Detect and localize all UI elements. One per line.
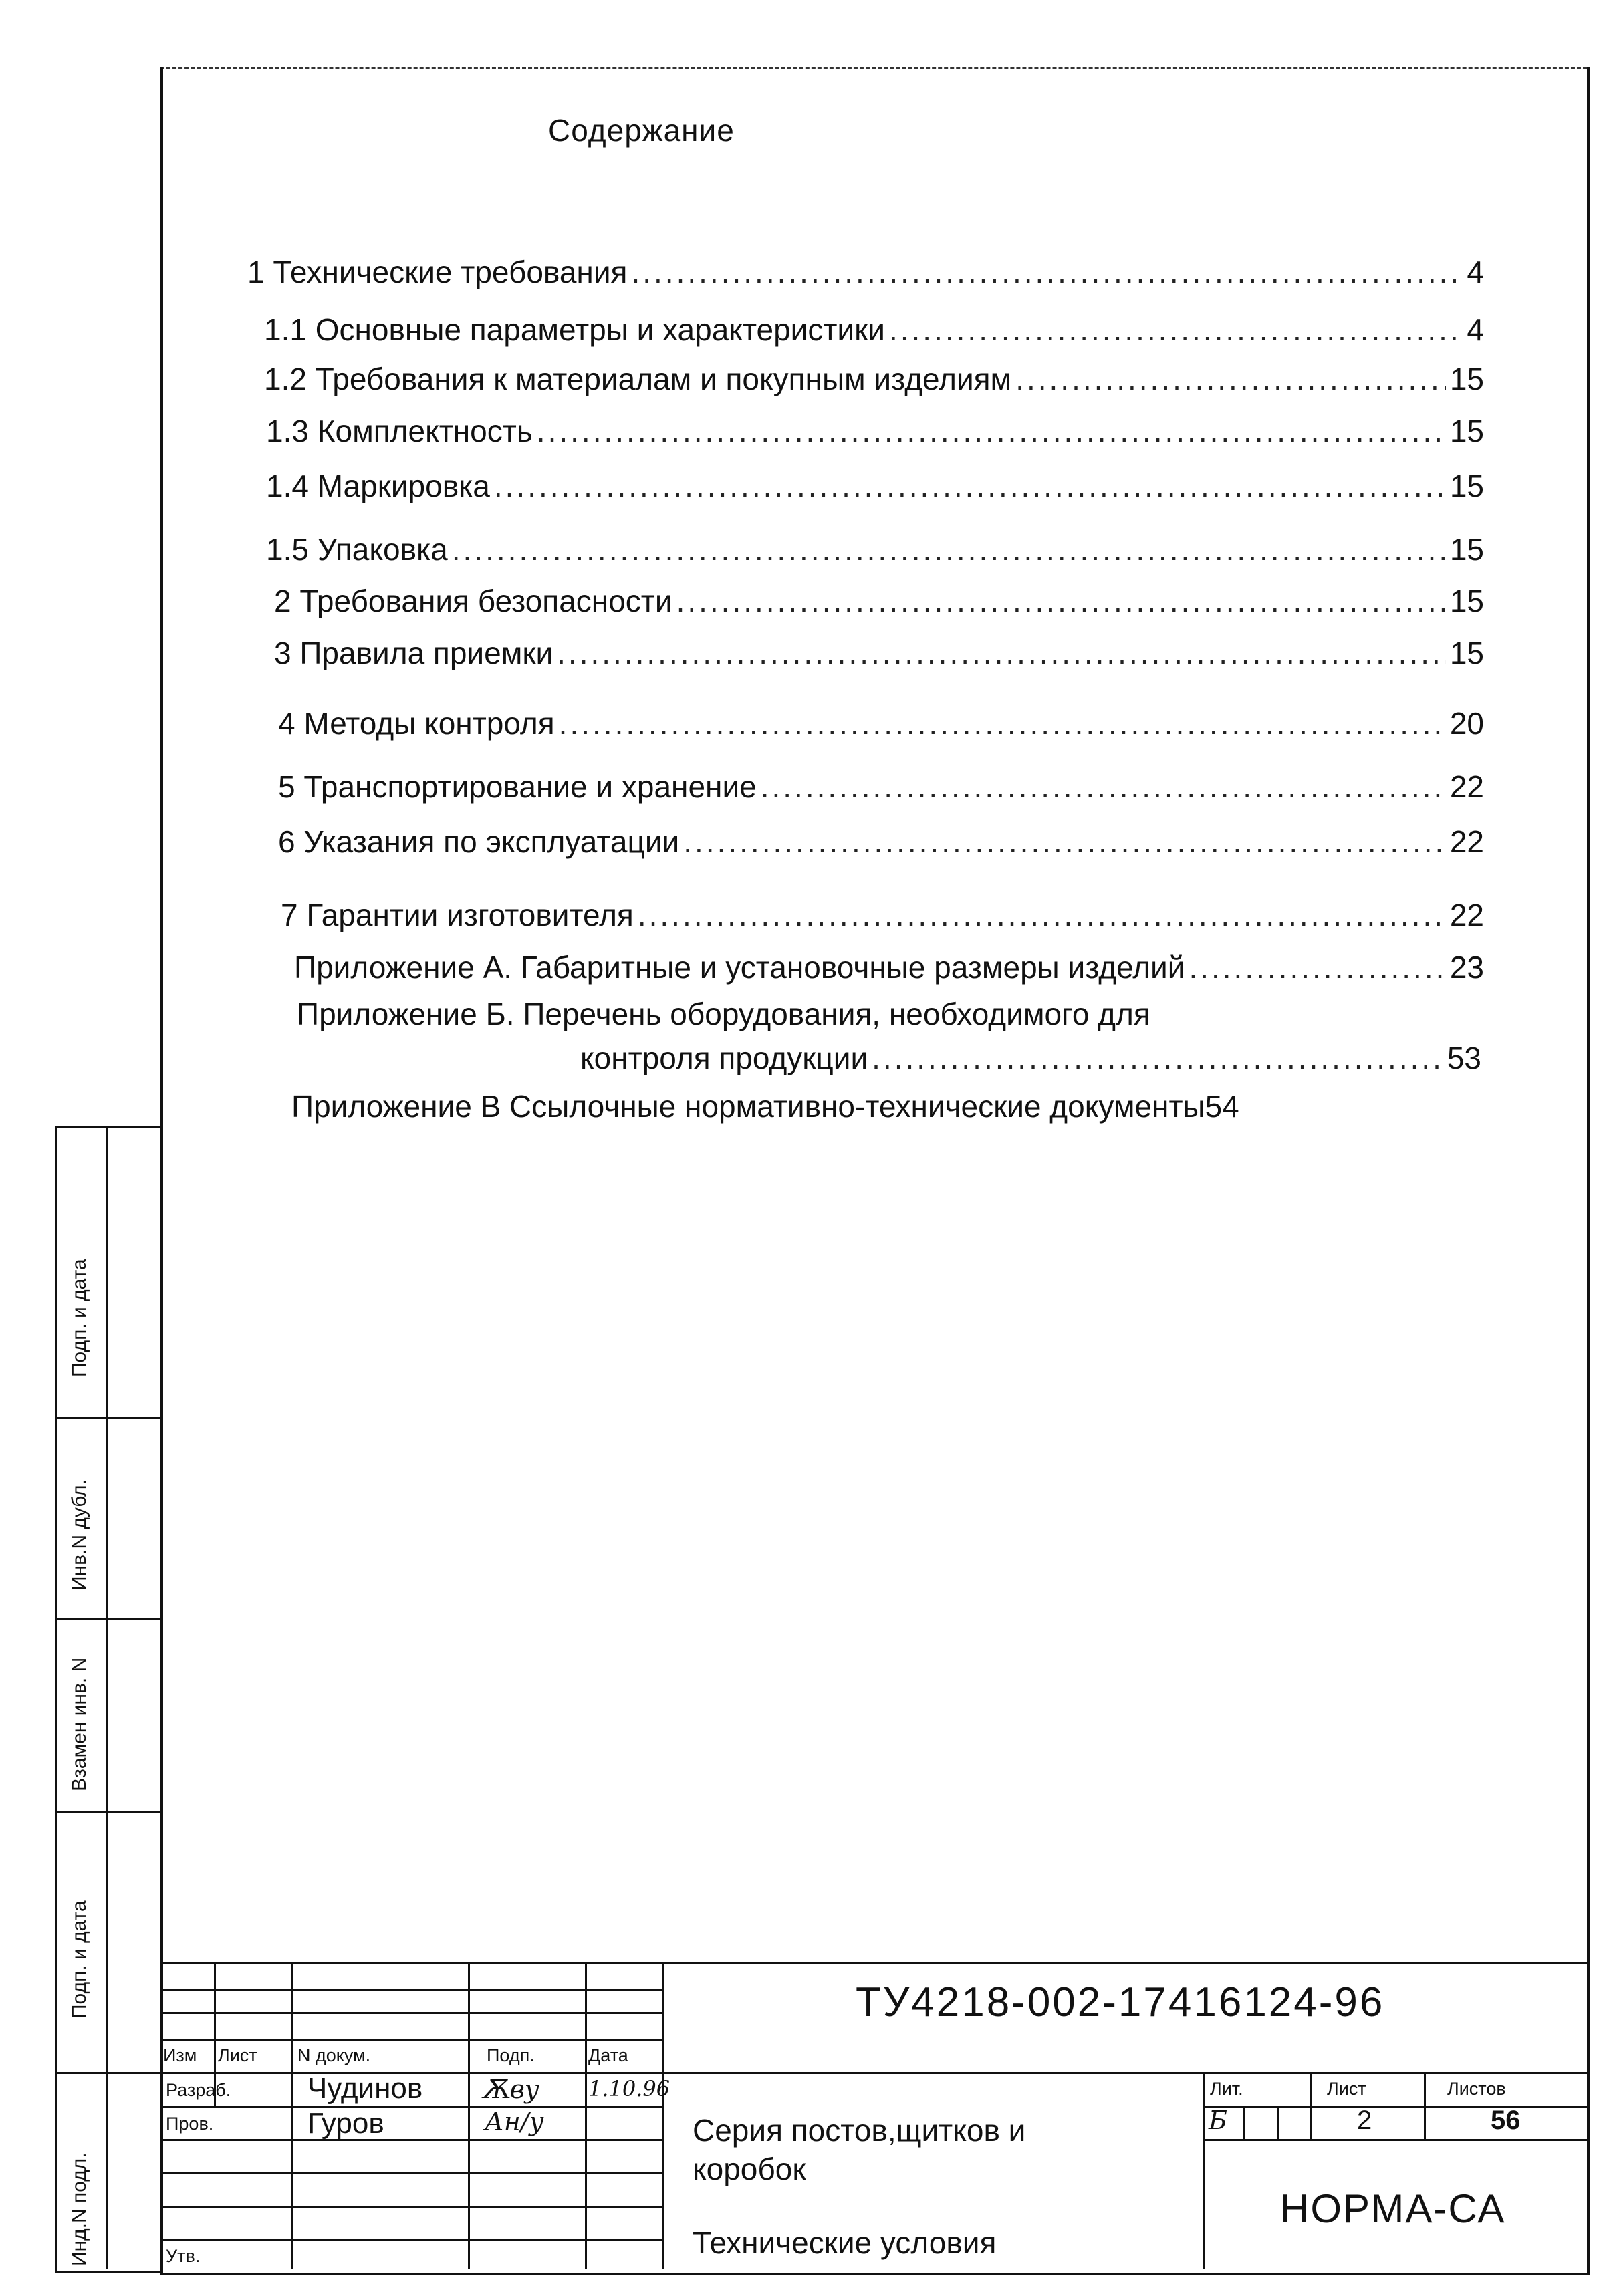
col-ndokum: N докум. bbox=[297, 2045, 371, 2065]
sheet-label: Лист bbox=[1327, 2079, 1366, 2099]
toc-entry bbox=[278, 823, 1484, 860]
toc-label: 3 Правила приемки bbox=[274, 636, 553, 670]
product-name-line1: Серия постов,щитков и bbox=[693, 2113, 1026, 2148]
toc-leader bbox=[761, 769, 1446, 805]
toc-entry bbox=[278, 705, 1484, 741]
sheets-value: 56 bbox=[1491, 2106, 1521, 2135]
toc-label: 1.2 Требования к материалам и покупным изделиям bbox=[264, 362, 1012, 396]
toc-entry bbox=[266, 468, 1484, 504]
toc-page: 15 bbox=[1449, 469, 1484, 503]
toc-entry bbox=[264, 311, 1484, 348]
razrab-date: 1.10.96 bbox=[588, 2076, 670, 2101]
toc-appendix-b-line1: Приложение Б. Перечень оборудования, необходимого для bbox=[297, 997, 1150, 1031]
lit-value: Б bbox=[1209, 2106, 1227, 2135]
toc-page: 53 bbox=[1447, 1041, 1481, 1075]
toc-leader bbox=[1189, 949, 1445, 985]
col-izm: Изм bbox=[163, 2045, 197, 2065]
toc-entry bbox=[266, 413, 1484, 449]
prov-name: Гуров bbox=[307, 2107, 384, 2140]
document-code: ТУ4218-002-17416124-96 bbox=[856, 1979, 1385, 2025]
page-title: Содержание bbox=[548, 113, 735, 148]
side-label-podp-data-1: Подп. и дата bbox=[68, 1259, 90, 1377]
organization-name: НОРМА-СА bbox=[1280, 2186, 1506, 2231]
sheet-value: 2 bbox=[1357, 2106, 1372, 2135]
toc-page: 15 bbox=[1449, 532, 1484, 567]
toc-page: 4 bbox=[1467, 312, 1484, 347]
toc-label: 1 Технические требования bbox=[247, 255, 628, 289]
toc-label: 5 Транспортирование и хранение bbox=[278, 769, 757, 804]
side-label-inv-podl: Инд.N подл. bbox=[68, 2152, 90, 2266]
page-frame bbox=[160, 67, 1590, 2275]
toc-label: 1.5 Упаковка bbox=[266, 532, 448, 567]
toc-page: 54 bbox=[1205, 1089, 1239, 1124]
toc-label: 4 Методы контроля bbox=[278, 706, 555, 741]
toc-page: 23 bbox=[1449, 950, 1484, 985]
side-label-podp-data-2: Подп. и дата bbox=[68, 1900, 90, 2019]
toc-label: 6 Указания по эксплуатации bbox=[278, 824, 680, 859]
toc-entry bbox=[278, 769, 1484, 805]
lit-label: Лит. bbox=[1210, 2079, 1243, 2099]
toc-page: 22 bbox=[1449, 769, 1484, 804]
toc-leader bbox=[494, 468, 1446, 504]
col-data: Дата bbox=[588, 2045, 628, 2065]
toc-leader bbox=[1015, 361, 1446, 397]
toc-page: 20 bbox=[1449, 706, 1484, 741]
toc-leader bbox=[537, 413, 1446, 449]
prov-label: Пров. bbox=[166, 2114, 214, 2134]
toc-leader bbox=[559, 705, 1446, 741]
toc-page: 15 bbox=[1449, 584, 1484, 618]
toc-leader bbox=[683, 823, 1446, 860]
sheets-label: Листов bbox=[1447, 2079, 1506, 2099]
toc-leader bbox=[631, 254, 1463, 290]
toc-label: Приложение А. Габаритные и установочные размеры изделий bbox=[294, 950, 1185, 985]
col-list: Лист bbox=[218, 2045, 257, 2065]
toc-entry bbox=[281, 897, 1484, 933]
toc-label: контроля продукции bbox=[580, 1041, 868, 1075]
toc-leader bbox=[889, 311, 1463, 348]
toc-appendix-c bbox=[291, 1088, 1481, 1124]
toc-leader bbox=[557, 635, 1446, 671]
toc-page: 22 bbox=[1449, 898, 1484, 932]
razrab-name: Чудинов bbox=[307, 2072, 423, 2105]
toc-entry bbox=[247, 254, 1484, 290]
toc-page: 22 bbox=[1449, 824, 1484, 859]
toc-page: 15 bbox=[1449, 414, 1484, 449]
toc-entry bbox=[266, 531, 1484, 567]
toc-label: 1.4 Маркировка bbox=[266, 469, 490, 503]
toc-label: 1.3 Комплектность bbox=[266, 414, 533, 449]
razrab-label: Разраб. bbox=[166, 2080, 231, 2100]
toc-leader bbox=[638, 897, 1446, 933]
toc-label: 2 Требования безопасности bbox=[274, 584, 672, 618]
side-label-inv-dubl: Инв.N дубл. bbox=[68, 1479, 90, 1591]
toc-label: 7 Гарантии изготовителя bbox=[281, 898, 634, 932]
razrab-signature: Ѫву bbox=[481, 2075, 539, 2104]
product-name-line2: коробок bbox=[693, 2152, 806, 2186]
prov-signature: Ан/у bbox=[485, 2107, 544, 2136]
toc-leader bbox=[676, 583, 1446, 619]
toc-entry bbox=[274, 583, 1484, 619]
toc-entry bbox=[294, 949, 1484, 985]
toc-leader bbox=[452, 531, 1446, 567]
side-label-vzamen: Взамен инв. N bbox=[68, 1657, 90, 1791]
document-type: Технические условия bbox=[693, 2225, 997, 2260]
toc-entry bbox=[274, 635, 1484, 671]
toc-page: 15 bbox=[1449, 636, 1484, 670]
toc-label: 1.1 Основные параметры и характеристики bbox=[264, 312, 885, 347]
col-podp: Подп. bbox=[487, 2045, 535, 2065]
toc-entry bbox=[264, 361, 1484, 397]
toc-leader bbox=[872, 1040, 1443, 1076]
toc-appendix-b-line2 bbox=[580, 1040, 1481, 1076]
toc-page: 15 bbox=[1449, 362, 1484, 396]
toc-label: Приложение В Ссылочные нормативно-технические документы bbox=[291, 1089, 1205, 1124]
utv-label: Утв. bbox=[166, 2246, 201, 2266]
toc-page: 4 bbox=[1467, 255, 1484, 289]
